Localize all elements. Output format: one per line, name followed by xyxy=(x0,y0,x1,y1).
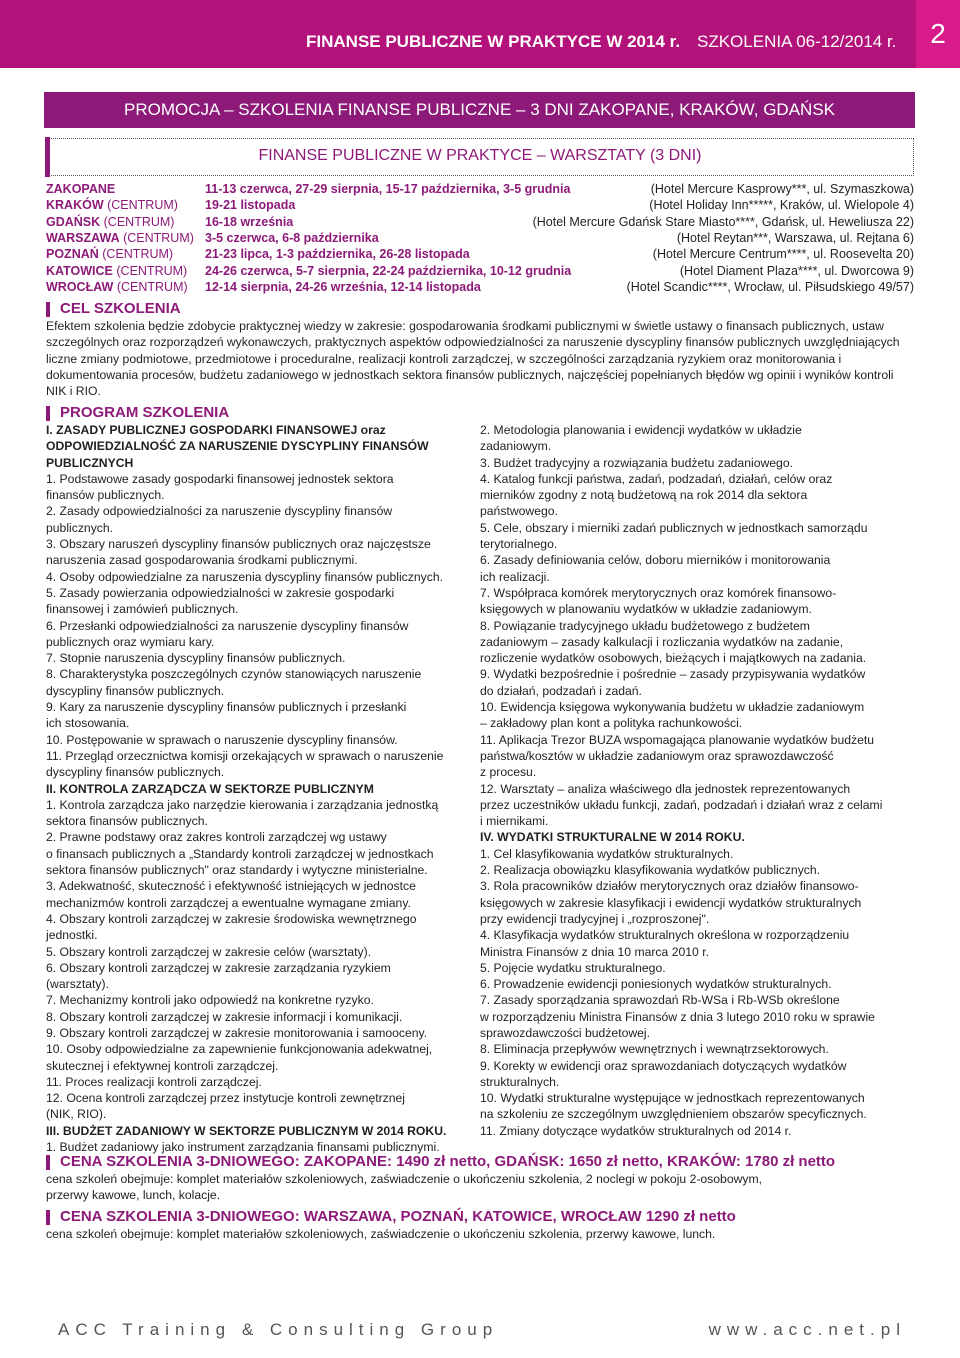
program-line: 10. Postępowanie w sprawach o naruszenie dyscypliny finansów. xyxy=(46,732,398,747)
location-row xyxy=(46,280,914,296)
program-right-column xyxy=(480,422,882,1139)
program-line: 9. Obszary kontroli zarządczej w zakresie monitorowania i samooceny. xyxy=(46,1025,428,1040)
program-line: 3. Budżet tradycyjny a rozwiązania budżetu zadaniowego. xyxy=(480,455,794,470)
location-city: ZAKOPANE xyxy=(46,182,116,196)
program-line: – zakładowy plan kont a polityka rachunkowości. xyxy=(480,716,743,731)
program-line: 1. Podstawowe zasady gospodarki finansowej jednostek sektora xyxy=(46,471,394,486)
program-line: księgowych w planowaniu wydatków w układzie zadaniowym. xyxy=(480,602,812,617)
program-line: 7. Mechanizmy kontroli jako odpowiedź na konkretne ryzyko. xyxy=(46,993,374,1008)
location-hotel: (Hotel Reytan***, Warszawa, ul. Rejtana 6) xyxy=(676,230,914,245)
program-line: 3. Obszary naruszeń dyscypliny finansów publicznych oraz najczęstsze xyxy=(46,537,431,552)
program-line: 2. Realizacja obowiązku klasyfikowania wydatków publicznych. xyxy=(480,863,821,878)
program-line: ich stosowania. xyxy=(46,716,130,731)
program-line: 4. Obszary kontroli zarządczej w zakresie środowiska wewnętrznego xyxy=(46,911,417,926)
program-line: 3. Adekwatność, skuteczność i efektywność istniejących w jednostce xyxy=(46,879,416,894)
header-bar xyxy=(0,0,960,68)
location-city: KRAKÓW (CENTRUM) xyxy=(46,198,178,213)
workshop-title: FINANSE PUBLICZNE W PRAKTYCE – WARSZTATY (3 DNI) xyxy=(258,147,702,164)
program-line: 4. Katalog funkcji państwa, zadań, podzadań, działań, celów oraz xyxy=(480,471,833,486)
program-line: sprawozdawczości budżetowej. xyxy=(480,1025,651,1040)
program-line: (warsztaty). xyxy=(46,977,109,992)
program-line: państwa/kosztów w układzie zadaniowym oraz sprawozdawczość xyxy=(480,748,834,763)
program-line: publicznych. xyxy=(46,520,114,535)
location-city: WROCŁAW (CENTRUM) xyxy=(46,279,188,294)
program-line: 12. Warsztaty – analiza właściwego dla jednostek reprezentowanych xyxy=(480,781,851,796)
program-line: 2. Zasady odpowiedzialności za naruszenie dyscypliny finansów xyxy=(46,504,393,519)
location-dates: 11-13 czerwca, 27-29 sierpnia, 15-17 października, 3-5 grudnia xyxy=(205,182,571,196)
program-line: ODPOWIEDZIALNOŚĆ ZA NARUSZENIE DYSCYPLINY FINANSÓW xyxy=(46,439,429,454)
program-line: rozliczenie wydatków osobowych, bieżących i majątkowych na zadania. xyxy=(480,651,867,666)
program-line: państwowego. xyxy=(480,504,558,519)
location-city: GDAŃSK (CENTRUM) xyxy=(46,214,175,229)
program-line: strukturalnych. xyxy=(480,1074,560,1089)
program-line: i miernikami. xyxy=(480,814,549,829)
location-dates: 3-5 czerwca, 6-8 października xyxy=(205,230,379,245)
price2-heading: CENA SZKOLENIA 3-DNIOWEGO: WARSZAWA, POZNAŃ, KATOWICE, WROCŁAW 1290 zł netto xyxy=(60,1208,736,1225)
header-title: FINANSE PUBLICZNE W PRAKTYCE W 2014 r. xyxy=(306,32,681,51)
price1-line2: przerwy kawowe, lunch, kolacje. xyxy=(46,1188,221,1202)
program-line: 11. Przegląd orzecznictwa komisji orzekających w sprawach o naruszenie xyxy=(46,748,444,763)
program-line: ich realizacji. xyxy=(480,569,550,584)
heading-bar xyxy=(46,302,50,317)
location-hotel: (Hotel Diament Plaza****, ul. Dworcowa 9) xyxy=(679,263,914,278)
program-line: 1. Cel klasyfikowania wydatków strukturalnych. xyxy=(480,846,734,861)
program-line: naruszenia zasad gospodarowania środkami publicznymi. xyxy=(46,553,358,568)
program-line: dyscypliny finansów publicznych. xyxy=(46,765,225,780)
location-city: KATOWICE (CENTRUM) xyxy=(46,263,188,278)
program-line: finansowej i zamówień publicznych. xyxy=(46,602,239,617)
program-line: księgowych w zakresie klasyfikacji i ewidencji wydatków strukturalnych xyxy=(480,895,862,910)
location-row xyxy=(46,215,914,231)
location-city: POZNAŃ (CENTRUM) xyxy=(46,247,174,262)
price2-line1: cena szkoleń obejmuje: komplet materiałów szkoleniowych, zaświadczenie o ukończeniu szkolenia, przerwy kawowe, lunch. xyxy=(46,1227,716,1241)
program-line: 7. Stopnie naruszenia dyscypliny finansów publicznych. xyxy=(46,651,346,666)
program-line: 4. Osoby odpowiedzialne za naruszenia dyscypliny finansów publicznych. xyxy=(46,569,443,584)
location-row xyxy=(46,182,914,198)
program-line: (NIK, RIO). xyxy=(46,1107,107,1122)
program-line: 10. Wydatki strukturalne występujące w jednostkach reprezentowanych xyxy=(480,1091,865,1106)
location-row xyxy=(46,247,914,263)
location-row xyxy=(46,231,914,247)
program-line: 12. Ocena kontroli zarządczej przez instytucje kontroli zewnętrznej xyxy=(46,1091,406,1106)
location-dates: 24-26 czerwca, 5-7 sierpnia, 22-24 października, 10-12 grudnia xyxy=(205,263,572,278)
program-line: skutecznej i efektywnej kontroli zarządczej. xyxy=(46,1058,279,1073)
location-hotel: (Hotel Scandic****, Wrocław, ul. Piłsudskiego 49/57) xyxy=(626,279,914,294)
program-line: sektora finansów publicznych. xyxy=(46,814,208,829)
program-line: 10. Osoby odpowiedzialne za zapewnienie funkcjonowania adekwatnej, xyxy=(46,1042,433,1057)
program-line: w rozporządzeniu Ministra Finansów z dnia 3 lutego 2010 roku w sprawie xyxy=(480,1009,875,1024)
location-hotel: (Hotel Mercure Centrum****, ul. Roosevelta 20) xyxy=(652,247,914,262)
program-line: II. KONTROLA ZARZĄDCZA W SEKTORZE PUBLICZNYM xyxy=(46,781,374,796)
program-line: 1. Budżet zadaniowy jako instrument zarządzania finansami publicznymi. xyxy=(46,1140,440,1155)
program-line: 8. Charakterystyka poszczególnych czynów stanowiących naruszenie xyxy=(46,667,422,682)
program-line: sektora finansów publicznych" oraz standardy i wytyczne ministerialne. xyxy=(46,863,428,878)
location-hotel: (Hotel Mercure Kasprowy***, ul. Szymaszkowa) xyxy=(650,182,914,196)
program-line: 8. Eliminacja przepływów wewnętrznych i wewnątrzsektorowych. xyxy=(480,1042,829,1057)
program-line: III. BUDŻET ZADANIOWY W SEKTORZE PUBLICZNYM W 2014 ROKU. xyxy=(46,1123,447,1138)
program-line: 1. Kontrola zarządcza jako narzędzie kierowania i zarządzania jednostką xyxy=(46,797,439,812)
program-line: 6. Przesłanki odpowiedzialności za naruszenie dyscypliny finansów xyxy=(46,618,409,633)
program-line: I. ZASADY PUBLICZNEJ GOSPODARKI FINANSOWEJ oraz xyxy=(46,423,386,437)
program-line: o finansach publicznych a „Standardy kontroli zarządczej w jednostkach xyxy=(46,846,434,861)
program-line: 8. Obszary kontroli zarządczej w zakresie informacji i komunikacji. xyxy=(46,1009,403,1024)
location-row xyxy=(46,198,914,214)
goal-text: Efektem szkolenia będzie zdobycie praktycznej wiedzy w zakresie: gospodarowania środkami publicznymi w świetle ustawy o finansach publicznych, ustaw szczególnych oraz rozporządzeń wykonawczych, praktycznych aspektów odpowiedzialności za naruszenie dyscypliny finansów publicznych uwzględniających liczne zmiany podmiotowe, przedmiotowe i proceduralne, realizacji kontroli zarządczej, w szczególności zarządzania ryzykiem oraz monitorowania i dokumentowania procesów, budżetu zadaniowego w jednostkach sektora finansów publicznych, najczęściej popełnianych błędów wg opinii i wyników kontroli NIK i RIO. xyxy=(46,319,900,399)
location-dates: 21-23 lipca, 1-3 października, 26-28 listopada xyxy=(205,247,470,262)
program-line: z procesu. xyxy=(480,765,537,780)
program-line: zadaniowym. xyxy=(480,439,552,454)
price2-heading-wrap xyxy=(46,1208,736,1225)
program-line: Ministra Finansów z dnia 10 marca 2010 r. xyxy=(480,944,709,959)
program-heading: PROGRAM SZKOLENIA xyxy=(60,404,230,421)
program-line: 11. Proces realizacji kontroli zarządczej. xyxy=(46,1074,262,1089)
location-row xyxy=(46,264,914,280)
program-line: mechanizmów kontroli zarządczej a ewentualne wymagane zmiany. xyxy=(46,895,411,910)
program-line: dyscypliny finansów publicznych. xyxy=(46,683,225,698)
program-line: finansów publicznych. xyxy=(46,488,165,503)
program-left-column xyxy=(46,422,446,1155)
program-line: PUBLICZNYCH xyxy=(46,455,134,470)
program-line: 2. Prawne podstawy oraz zakres kontroli zarządczej wg ustawy xyxy=(46,830,387,845)
location-hotel: (Hotel Holiday Inn*****, Kraków, ul. Wielopole 4) xyxy=(649,198,914,213)
program-line: 7. Zasady sporządzania sprawozdań Rb-WSa i Rb-WSb określone xyxy=(480,993,840,1008)
goal-heading: CEL SZKOLENIA xyxy=(60,300,181,317)
program-line: 2. Metodologia planowania i ewidencji wydatków w układzie xyxy=(480,423,802,437)
heading-bar xyxy=(46,406,50,421)
goal-heading-wrap xyxy=(46,300,181,317)
workshop-box xyxy=(46,138,914,176)
program-line: 3. Rola pracowników działów merytorycznych oraz działów finansowo- xyxy=(480,879,859,894)
heading-bar xyxy=(46,1210,50,1225)
program-line: 9. Wydatki bezpośrednie i pośrednie – zasady przypisywania wydatków xyxy=(480,667,866,682)
location-hotel: (Hotel Mercure Gdańsk Stare Miasto****, Gdańsk, ul. Heweliusza 22) xyxy=(532,214,914,229)
program-line: 11. Aplikacja Trezor BUZA wspomagająca planowanie wydatków budżetu xyxy=(480,732,875,747)
location-dates: 19-21 listopada xyxy=(205,198,296,213)
program-line: 8. Powiązanie tradycyjnego układu budżetowego z budżetem xyxy=(480,618,810,633)
program-line: 10. Ewidencja księgowa wykonywania budżetu w układzie zadaniowym xyxy=(480,700,865,715)
program-line: IV. WYDATKI STRUKTURALNE W 2014 ROKU. xyxy=(480,830,745,845)
program-line: 5. Zasady powierzania odpowiedzialności w zakresie gospodarki xyxy=(46,585,395,600)
program-line: 4. Klasyfikacja wydatków strukturalnych określona w rozporządzeniu xyxy=(480,928,850,943)
footer-company: ACC Training & Consulting Group xyxy=(58,1320,499,1339)
program-line: 5. Cele, obszary i mierniki zadań publicznych w jednostkach samorządu xyxy=(480,520,868,535)
program-line: zadaniowym – zasady kalkulacji i rozliczania wydatków na zadanie, xyxy=(480,634,844,649)
program-line: 7. Współpraca komórek merytorycznych oraz komórek finansowo- xyxy=(480,585,837,600)
program-line: 9. Kary za naruszenie dyscypliny finansów publicznych i przesłanki xyxy=(46,700,407,715)
program-line: terytorialnego. xyxy=(480,537,558,552)
price1-heading: CENA SZKOLENIA 3-DNIOWEGO: ZAKOPANE: 1490 zł netto, GDAŃSK: 1650 zł netto, KRAKÓW: 1780 zł netto xyxy=(60,1153,836,1170)
program-line: do działań, podzadań i zadań. xyxy=(480,683,642,698)
price1-heading-wrap xyxy=(46,1153,835,1170)
page-number: 2 xyxy=(916,0,960,68)
program-line: 5. Obszary kontroli zarządczej w zakresie celów (warsztaty). xyxy=(46,944,372,959)
program-line: 5. Pojęcie wydatku strukturalnego. xyxy=(480,960,666,975)
program-line: 6. Obszary kontroli zarządczej w zakresie zarządzania ryzykiem xyxy=(46,960,391,975)
program-line: publicznych oraz wymiaru kary. xyxy=(46,634,215,649)
program-line: 11. Zmiany dotyczące wydatków strukturalnych od 2014 r. xyxy=(480,1123,792,1138)
program-line: na szkoleniu ze szczególnym uwzględnieniem obszarów specyficznych. xyxy=(480,1107,867,1122)
program-line: jednostki. xyxy=(46,928,98,943)
promo-banner: PROMOCJA – SZKOLENIA FINANSE PUBLICZNE – 3 DNI ZAKOPANE, KRAKÓW, GDAŃSK xyxy=(44,92,915,128)
program-line: 6. Prowadzenie ewidencji poniesionych wydatków strukturalnych. xyxy=(480,977,832,992)
location-dates: 16-18 września xyxy=(205,214,294,229)
footer-website-link[interactable]: www.acc.net.pl xyxy=(708,1320,906,1339)
program-line: przy ewidencji tradycyjnej i „rozproszonej". xyxy=(480,911,710,926)
program-line: mierników zgodny z notą budżetową na rok 2014 dla sektora xyxy=(480,488,808,503)
program-line: 9. Korekty w ewidencji oraz sprawozdaniach dotyczących wydatków xyxy=(480,1058,847,1073)
program-heading-wrap xyxy=(46,404,229,421)
heading-bar xyxy=(46,1155,50,1170)
header-subtitle: SZKOLENIA 06-12/2014 r. xyxy=(697,32,897,51)
location-dates: 12-14 sierpnia, 24-26 września, 12-14 listopada xyxy=(205,279,481,294)
program-line: przez uczestników układu funkcji, zadań, podzadań i działań wraz z celami xyxy=(480,797,883,812)
location-city: WARSZAWA (CENTRUM) xyxy=(46,230,194,245)
program-line: 6. Zasady definiowania celów, doboru mierników i monitorowania xyxy=(480,553,831,568)
price1-line1: cena szkoleń obejmuje: komplet materiałów szkoleniowych, zaświadczenie o ukończeniu szkolenia, 2 noclegi w pokoju 2-osobowym, xyxy=(46,1172,763,1186)
